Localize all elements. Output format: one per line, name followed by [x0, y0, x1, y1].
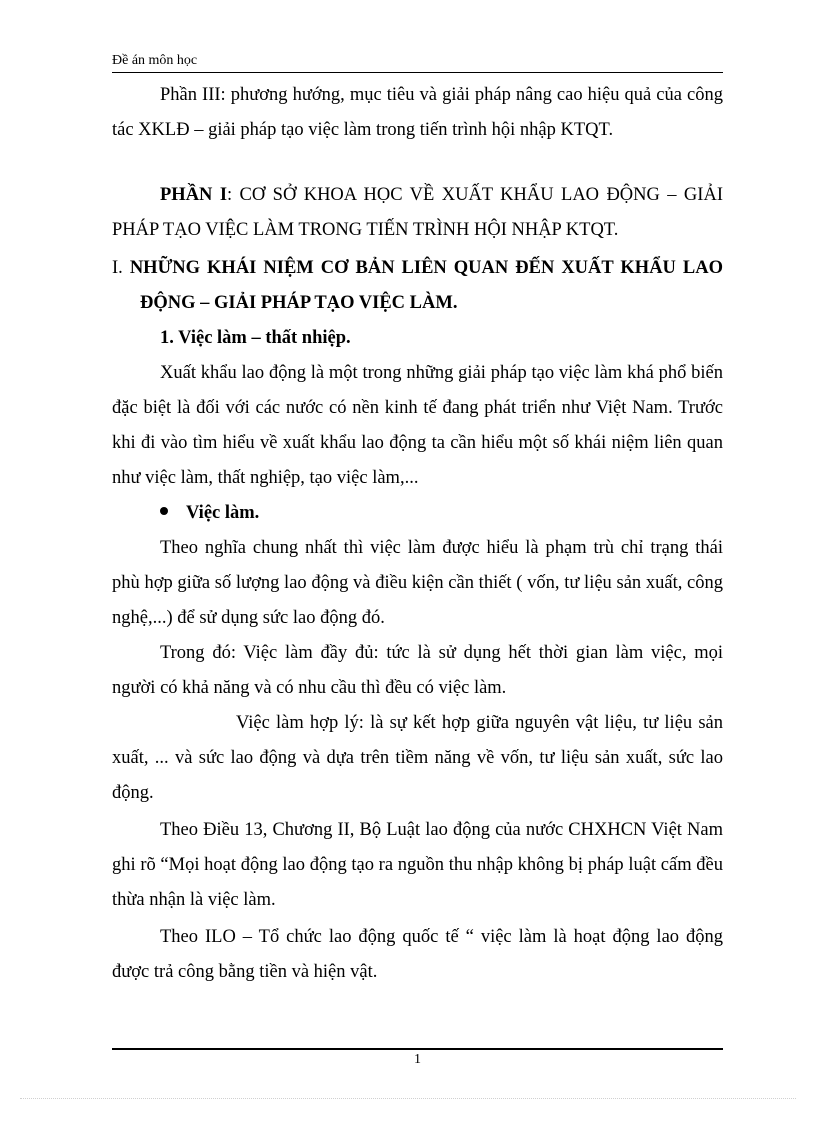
- section1-title: NHỮNG KHÁI NIỆM CƠ BẢN LIÊN QUAN ĐẾN XUẤT KHẨU LAO ĐỘNG – GIẢI PHÁP TẠO VIỆC LÀM.: [129, 258, 724, 313]
- section1-heading: [112, 251, 723, 321]
- bullet-dot-icon: [160, 507, 168, 515]
- page-header: [112, 52, 723, 73]
- body-block-main: [112, 178, 723, 990]
- page-edge-divider: [20, 1098, 796, 1099]
- body-block-top: [112, 78, 723, 148]
- paragraph-4: Việc làm hợp lý: là sự kết hợp giữa nguyên vật liệu, tư liệu sản xuất, ... và sức lao động và dựa trên tiềm năng về vốn, tư liệu sản xuất, sức lao động.: [112, 713, 723, 803]
- bullet-viec-lam: Việc làm .: [112, 496, 723, 531]
- part1-label: PHẦN I: [160, 185, 228, 205]
- subsection1-heading: 1. Việc làm – thất nhiệp.: [160, 328, 351, 348]
- part3-intro-paragraph: Phần III: phương hướng, mục tiêu và giải pháp nâng cao hiệu quả của công tác XKLĐ – giải pháp tạo việc làm trong tiến trình hội nhập KTQT.: [112, 85, 723, 140]
- part1-heading: [112, 178, 723, 248]
- footer-divider: [112, 1048, 723, 1050]
- paragraph-2: Theo nghĩa chung nhất thì việc làm được hiểu là phạm trù chỉ trạng thái phù hợp giữa số lượng lao động và điều kiện cần thiết ( vốn, tư liệu sản xuất, công nghệ,...) để sử dụng sức lao động đó.: [112, 538, 723, 628]
- header-title: Đề án môn học: [112, 53, 198, 68]
- paragraph-5: Theo Điều 13, Chương II, Bộ Luật lao động của nước CHXHCN Việt Nam ghi rõ “Mọi hoạt động lao động tạo ra nguồn thu nhập không bị pháp luật cấm đều thừa nhận là việc làm.: [112, 820, 723, 910]
- paragraph-1: Xuất khẩu lao động là một trong những giải pháp tạo việc làm khá phổ biến đặc biệt là đối với các nước có nền kinh tế đang phát triển như Việt Nam. Trước khi đi vào tìm hiểu về xuất khẩu lao động ta cần hiểu một số khái niệm liên quan như việc làm, thất nghiệp, tạo việc làm,...: [112, 363, 723, 488]
- paragraph-6: Theo ILO – Tổ chức lao động quốc tế “ việc làm là hoạt động lao động được trả công bằng tiền và hiện vật.: [112, 927, 723, 982]
- bullet-label: Việc làm: [186, 503, 255, 523]
- section1-number: I.: [112, 258, 123, 278]
- paragraph-3: Trong đó: Việc làm đầy đủ: tức là sử dụng hết thời gian làm việc, mọi người có khả năng và có nhu cầu thì đều có việc làm.: [112, 643, 723, 698]
- part1-title: : CƠ SỞ KHOA HỌC VỀ XUẤT KHẨU LAO ĐỘNG – GIẢI PHÁP TẠO VIỆC LÀM TRONG TIẾN TRÌNH HỘI NHẬP KTQT.: [112, 185, 723, 240]
- page-number: 1: [414, 1052, 421, 1067]
